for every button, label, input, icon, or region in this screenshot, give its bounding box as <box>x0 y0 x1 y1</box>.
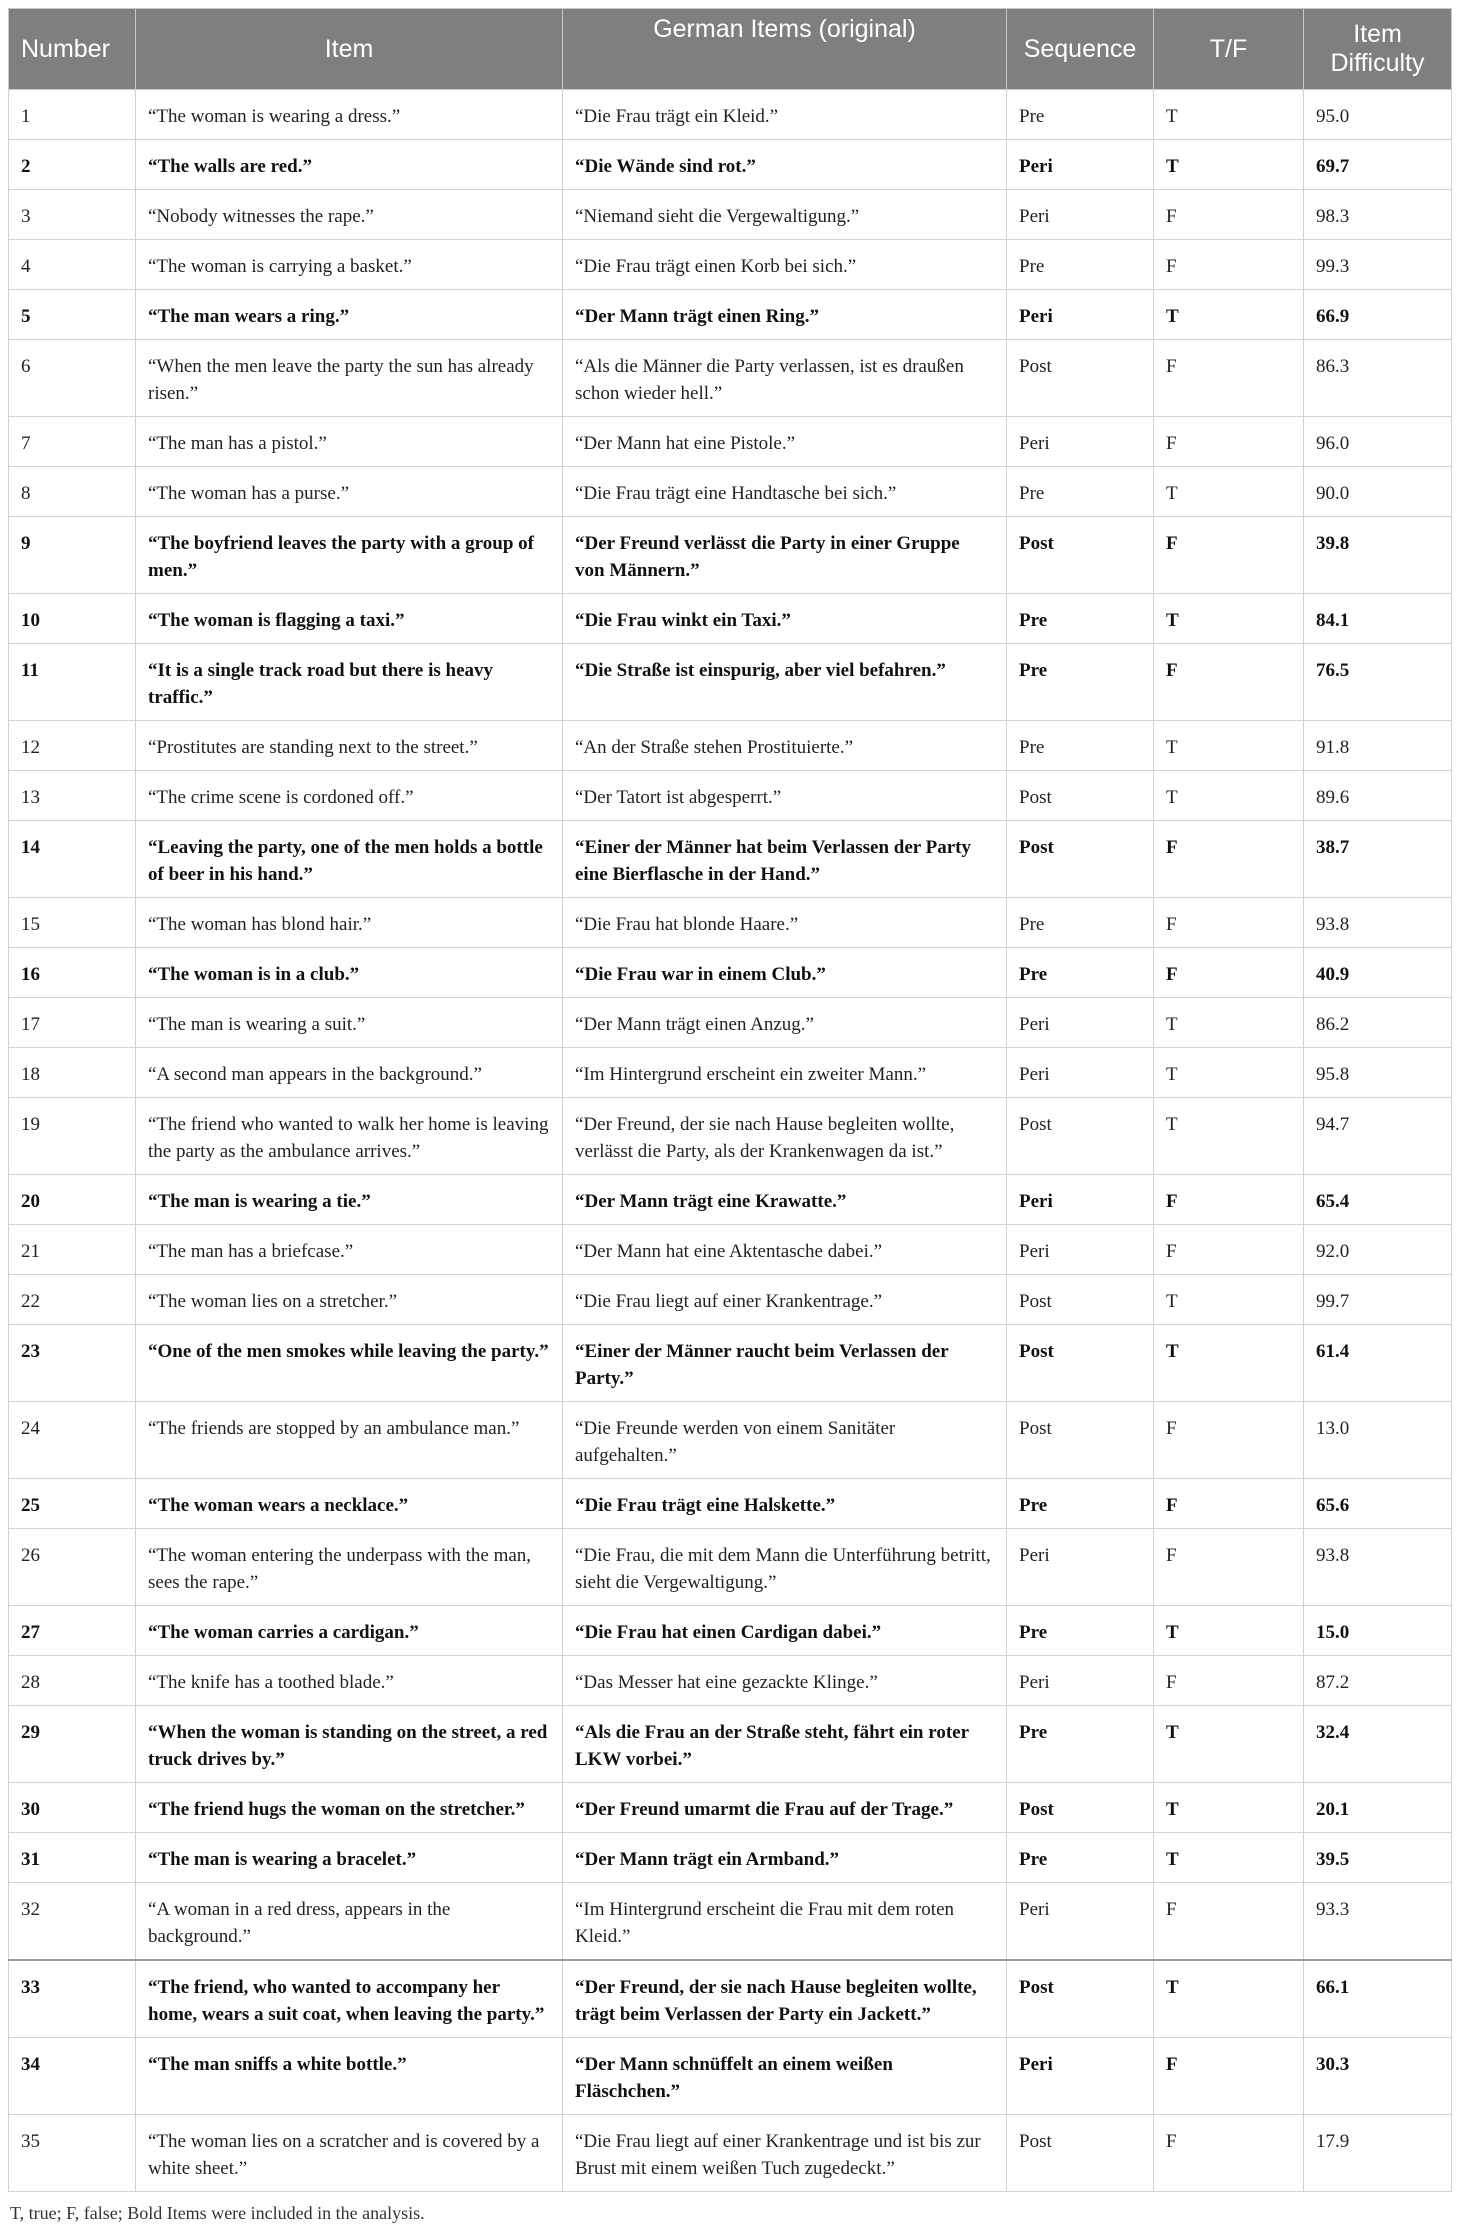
cell-item: “The walls are red.” <box>136 140 563 190</box>
cell-number: 29 <box>9 1706 136 1783</box>
cell-german-item: “Die Frau, die mit dem Mann die Unterführung betritt, sieht die Vergewaltigung.” <box>563 1529 1007 1606</box>
cell-number: 30 <box>9 1783 136 1833</box>
table-row <box>9 1606 1452 1656</box>
cell-sequence: Pre <box>1007 240 1154 290</box>
cell-item: “The woman entering the underpass with the man, sees the rape.” <box>136 1529 563 1606</box>
cell-item-difficulty: 89.6 <box>1304 771 1452 821</box>
table-row <box>9 594 1452 644</box>
cell-item-difficulty: 76.5 <box>1304 644 1452 721</box>
table-row <box>9 1883 1452 1961</box>
cell-sequence: Post <box>1007 1275 1154 1325</box>
cell-item: “When the woman is standing on the street, a red truck drives by.” <box>136 1706 563 1783</box>
cell-german-item: “Der Mann hat eine Aktentasche dabei.” <box>563 1225 1007 1275</box>
cell-number: 21 <box>9 1225 136 1275</box>
cell-number: 17 <box>9 998 136 1048</box>
cell-item: “The friend who wanted to walk her home is leaving the party as the ambulance arrives.” <box>136 1098 563 1175</box>
header-number: Number <box>9 9 136 90</box>
cell-number: 8 <box>9 467 136 517</box>
table-row <box>9 340 1452 417</box>
cell-item: “The knife has a toothed blade.” <box>136 1656 563 1706</box>
cell-item-difficulty: 91.8 <box>1304 721 1452 771</box>
cell-number: 24 <box>9 1402 136 1479</box>
table-row <box>9 417 1452 467</box>
cell-tf: F <box>1154 190 1304 240</box>
cell-item: “The woman lies on a stretcher.” <box>136 1275 563 1325</box>
cell-sequence: Pre <box>1007 948 1154 998</box>
cell-tf: F <box>1154 240 1304 290</box>
cell-sequence: Peri <box>1007 2038 1154 2115</box>
cell-tf: F <box>1154 821 1304 898</box>
table-row <box>9 2115 1452 2192</box>
cell-number: 3 <box>9 190 136 240</box>
cell-tf: T <box>1154 1706 1304 1783</box>
cell-sequence: Post <box>1007 771 1154 821</box>
cell-sequence: Post <box>1007 2115 1154 2192</box>
cell-number: 19 <box>9 1098 136 1175</box>
table-row <box>9 2038 1452 2115</box>
cell-number: 33 <box>9 1960 136 2038</box>
cell-item: “The woman is flagging a taxi.” <box>136 594 563 644</box>
cell-item: “Leaving the party, one of the men holds a bottle of beer in his hand.” <box>136 821 563 898</box>
cell-number: 18 <box>9 1048 136 1098</box>
cell-tf: F <box>1154 1883 1304 1961</box>
cell-german-item: “Die Straße ist einspurig, aber viel befahren.” <box>563 644 1007 721</box>
cell-german-item: “Die Frau trägt einen Korb bei sich.” <box>563 240 1007 290</box>
cell-item-difficulty: 66.1 <box>1304 1960 1452 2038</box>
cell-number: 26 <box>9 1529 136 1606</box>
cell-tf: T <box>1154 140 1304 190</box>
cell-number: 32 <box>9 1883 136 1961</box>
cell-item-difficulty: 39.5 <box>1304 1833 1452 1883</box>
cell-german-item: “Einer der Männer hat beim Verlassen der Party eine Bierflasche in der Hand.” <box>563 821 1007 898</box>
cell-tf: T <box>1154 1098 1304 1175</box>
cell-item-difficulty: 30.3 <box>1304 2038 1452 2115</box>
cell-number: 15 <box>9 898 136 948</box>
table-row <box>9 948 1452 998</box>
cell-tf: T <box>1154 771 1304 821</box>
cell-number: 20 <box>9 1175 136 1225</box>
cell-item: “The friend hugs the woman on the stretcher.” <box>136 1783 563 1833</box>
cell-item: “The man is wearing a suit.” <box>136 998 563 1048</box>
cell-german-item: “Der Mann schnüffelt an einem weißen Fläschchen.” <box>563 2038 1007 2115</box>
cell-item-difficulty: 98.3 <box>1304 190 1452 240</box>
cell-tf: F <box>1154 340 1304 417</box>
cell-item: “The woman lies on a scratcher and is covered by a white sheet.” <box>136 2115 563 2192</box>
cell-sequence: Post <box>1007 1098 1154 1175</box>
cell-german-item: “Der Freund, der sie nach Hause begleiten wollte, verlässt die Party, als der Krankenwagen da ist.” <box>563 1098 1007 1175</box>
cell-number: 14 <box>9 821 136 898</box>
table-row <box>9 1275 1452 1325</box>
cell-item: “The woman is carrying a basket.” <box>136 240 563 290</box>
table-row <box>9 1960 1452 2038</box>
cell-item-difficulty: 92.0 <box>1304 1225 1452 1275</box>
cell-german-item: “Der Freund verlässt die Party in einer Gruppe von Männern.” <box>563 517 1007 594</box>
cell-tf: T <box>1154 721 1304 771</box>
cell-german-item: “Einer der Männer raucht beim Verlassen der Party.” <box>563 1325 1007 1402</box>
cell-number: 2 <box>9 140 136 190</box>
cell-item-difficulty: 65.4 <box>1304 1175 1452 1225</box>
table-row <box>9 517 1452 594</box>
table-row <box>9 721 1452 771</box>
cell-sequence: Pre <box>1007 1706 1154 1783</box>
table-row <box>9 1656 1452 1706</box>
cell-item: “The woman has blond hair.” <box>136 898 563 948</box>
cell-item-difficulty: 61.4 <box>1304 1325 1452 1402</box>
cell-item: “The friends are stopped by an ambulance man.” <box>136 1402 563 1479</box>
table-row <box>9 1225 1452 1275</box>
cell-item: “A second man appears in the background.” <box>136 1048 563 1098</box>
cell-sequence: Post <box>1007 1325 1154 1402</box>
cell-item: “The woman wears a necklace.” <box>136 1479 563 1529</box>
cell-item: “Prostitutes are standing next to the street.” <box>136 721 563 771</box>
items-table <box>8 8 1452 2192</box>
cell-number: 5 <box>9 290 136 340</box>
cell-item-difficulty: 86.3 <box>1304 340 1452 417</box>
cell-tf: F <box>1154 1479 1304 1529</box>
cell-item-difficulty: 96.0 <box>1304 417 1452 467</box>
cell-german-item: “Der Tatort ist abgesperrt.” <box>563 771 1007 821</box>
cell-item: “The man has a briefcase.” <box>136 1225 563 1275</box>
cell-item: “The woman carries a cardigan.” <box>136 1606 563 1656</box>
cell-sequence: Post <box>1007 1402 1154 1479</box>
cell-sequence: Peri <box>1007 190 1154 240</box>
cell-german-item: “Der Freund umarmt die Frau auf der Trage.” <box>563 1783 1007 1833</box>
cell-tf: T <box>1154 1606 1304 1656</box>
cell-tf: F <box>1154 1225 1304 1275</box>
cell-item-difficulty: 93.8 <box>1304 898 1452 948</box>
cell-sequence: Pre <box>1007 467 1154 517</box>
cell-number: 13 <box>9 771 136 821</box>
cell-item-difficulty: 86.2 <box>1304 998 1452 1048</box>
cell-item: “The man is wearing a tie.” <box>136 1175 563 1225</box>
table-body <box>9 90 1452 2192</box>
cell-item: “Nobody witnesses the rape.” <box>136 190 563 240</box>
cell-sequence: Pre <box>1007 898 1154 948</box>
cell-german-item: “Niemand sieht die Vergewaltigung.” <box>563 190 1007 240</box>
cell-item: “The man sniffs a white bottle.” <box>136 2038 563 2115</box>
cell-item: “The man is wearing a bracelet.” <box>136 1833 563 1883</box>
cell-sequence: Post <box>1007 1783 1154 1833</box>
cell-german-item: “Der Mann trägt ein Armband.” <box>563 1833 1007 1883</box>
cell-german-item: “Das Messer hat eine gezackte Klinge.” <box>563 1656 1007 1706</box>
cell-item-difficulty: 38.7 <box>1304 821 1452 898</box>
cell-item: “The friend, who wanted to accompany her home, wears a suit coat, when leaving the party.” <box>136 1960 563 2038</box>
cell-item-difficulty: 93.8 <box>1304 1529 1452 1606</box>
cell-item: “The woman is in a club.” <box>136 948 563 998</box>
table-footnote: T, true; F, false; Bold Items were included in the analysis. <box>10 2203 425 2223</box>
cell-german-item: “Die Frau hat blonde Haare.” <box>563 898 1007 948</box>
cell-item-difficulty: 13.0 <box>1304 1402 1452 1479</box>
cell-number: 10 <box>9 594 136 644</box>
header-item-difficulty: Item Difficulty <box>1304 9 1452 90</box>
header-sequence: Sequence <box>1007 9 1154 90</box>
cell-item-difficulty: 99.7 <box>1304 1275 1452 1325</box>
cell-german-item: “Die Frau hat einen Cardigan dabei.” <box>563 1606 1007 1656</box>
cell-tf: T <box>1154 594 1304 644</box>
cell-number: 6 <box>9 340 136 417</box>
cell-german-item: “Die Frau trägt eine Halskette.” <box>563 1479 1007 1529</box>
table-row <box>9 1706 1452 1783</box>
cell-item: “One of the men smokes while leaving the party.” <box>136 1325 563 1402</box>
table-row <box>9 290 1452 340</box>
cell-item-difficulty: 40.9 <box>1304 948 1452 998</box>
cell-sequence: Pre <box>1007 90 1154 140</box>
table-row <box>9 1479 1452 1529</box>
cell-sequence: Pre <box>1007 1833 1154 1883</box>
cell-item-difficulty: 93.3 <box>1304 1883 1452 1961</box>
table-row <box>9 140 1452 190</box>
cell-item-difficulty: 87.2 <box>1304 1656 1452 1706</box>
cell-number: 7 <box>9 417 136 467</box>
header-item: Item <box>136 9 563 90</box>
table-row <box>9 1402 1452 1479</box>
cell-number: 1 <box>9 90 136 140</box>
cell-sequence: Pre <box>1007 1479 1154 1529</box>
cell-number: 9 <box>9 517 136 594</box>
cell-german-item: “Die Frau liegt auf einer Krankentrage.” <box>563 1275 1007 1325</box>
cell-german-item: “Der Mann trägt eine Krawatte.” <box>563 1175 1007 1225</box>
cell-german-item: “Der Mann trägt einen Ring.” <box>563 290 1007 340</box>
cell-number: 27 <box>9 1606 136 1656</box>
cell-tf: T <box>1154 1783 1304 1833</box>
cell-sequence: Peri <box>1007 140 1154 190</box>
cell-sequence: Peri <box>1007 1529 1154 1606</box>
cell-tf: T <box>1154 290 1304 340</box>
cell-sequence: Pre <box>1007 1606 1154 1656</box>
cell-number: 35 <box>9 2115 136 2192</box>
table-row <box>9 1098 1452 1175</box>
cell-tf: F <box>1154 2115 1304 2192</box>
cell-sequence: Peri <box>1007 1048 1154 1098</box>
cell-german-item: “Die Frau war in einem Club.” <box>563 948 1007 998</box>
table-row <box>9 1175 1452 1225</box>
cell-german-item: “Als die Männer die Party verlassen, ist es draußen schon wieder hell.” <box>563 340 1007 417</box>
cell-tf: F <box>1154 2038 1304 2115</box>
cell-number: 34 <box>9 2038 136 2115</box>
cell-sequence: Pre <box>1007 721 1154 771</box>
table-row <box>9 898 1452 948</box>
cell-tf: F <box>1154 1402 1304 1479</box>
cell-tf: T <box>1154 998 1304 1048</box>
cell-item: “It is a single track road but there is heavy traffic.” <box>136 644 563 721</box>
cell-german-item: “Im Hintergrund erscheint die Frau mit dem roten Kleid.” <box>563 1883 1007 1961</box>
cell-sequence: Peri <box>1007 417 1154 467</box>
table-row <box>9 1529 1452 1606</box>
cell-tf: F <box>1154 644 1304 721</box>
cell-item-difficulty: 17.9 <box>1304 2115 1452 2192</box>
cell-sequence: Peri <box>1007 1656 1154 1706</box>
cell-item-difficulty: 95.0 <box>1304 90 1452 140</box>
table-row <box>9 467 1452 517</box>
cell-number: 12 <box>9 721 136 771</box>
cell-tf: T <box>1154 1275 1304 1325</box>
cell-german-item: “Die Frau liegt auf einer Krankentrage und ist bis zur Brust mit einem weißen Tuch zugedeckt.” <box>563 2115 1007 2192</box>
cell-item: “The woman is wearing a dress.” <box>136 90 563 140</box>
cell-item-difficulty: 39.8 <box>1304 517 1452 594</box>
cell-number: 22 <box>9 1275 136 1325</box>
table-row <box>9 190 1452 240</box>
table-row <box>9 821 1452 898</box>
cell-item-difficulty: 66.9 <box>1304 290 1452 340</box>
table-container <box>8 8 1451 2224</box>
cell-tf: T <box>1154 1048 1304 1098</box>
table-row <box>9 998 1452 1048</box>
cell-tf: T <box>1154 1960 1304 2038</box>
cell-german-item: “Der Mann trägt einen Anzug.” <box>563 998 1007 1048</box>
cell-tf: F <box>1154 517 1304 594</box>
cell-item-difficulty: 32.4 <box>1304 1706 1452 1783</box>
cell-item-difficulty: 95.8 <box>1304 1048 1452 1098</box>
cell-tf: T <box>1154 467 1304 517</box>
cell-tf: F <box>1154 417 1304 467</box>
header-tf: T/F <box>1154 9 1304 90</box>
cell-german-item: “Der Mann hat eine Pistole.” <box>563 417 1007 467</box>
table-row <box>9 644 1452 721</box>
cell-number: 16 <box>9 948 136 998</box>
cell-item-difficulty: 15.0 <box>1304 1606 1452 1656</box>
cell-item-difficulty: 99.3 <box>1304 240 1452 290</box>
cell-tf: T <box>1154 90 1304 140</box>
cell-sequence: Post <box>1007 821 1154 898</box>
table-row <box>9 90 1452 140</box>
cell-tf: T <box>1154 1325 1304 1402</box>
cell-number: 4 <box>9 240 136 290</box>
cell-sequence: Peri <box>1007 1175 1154 1225</box>
cell-item: “When the men leave the party the sun has already risen.” <box>136 340 563 417</box>
cell-item: “The woman has a purse.” <box>136 467 563 517</box>
cell-german-item: “An der Straße stehen Prostituierte.” <box>563 721 1007 771</box>
table-row <box>9 1048 1452 1098</box>
cell-tf: F <box>1154 1529 1304 1606</box>
cell-item: “A woman in a red dress, appears in the background.” <box>136 1883 563 1961</box>
cell-tf: F <box>1154 898 1304 948</box>
cell-german-item: “Die Frau winkt ein Taxi.” <box>563 594 1007 644</box>
cell-item: “The man wears a ring.” <box>136 290 563 340</box>
cell-number: 31 <box>9 1833 136 1883</box>
cell-german-item: “Der Freund, der sie nach Hause begleiten wollte, trägt beim Verlassen der Party ein Jackett.” <box>563 1960 1007 2038</box>
cell-item-difficulty: 69.7 <box>1304 140 1452 190</box>
cell-item-difficulty: 65.6 <box>1304 1479 1452 1529</box>
table-row <box>9 1325 1452 1402</box>
cell-sequence: Post <box>1007 517 1154 594</box>
cell-tf: F <box>1154 1656 1304 1706</box>
cell-sequence: Peri <box>1007 1883 1154 1961</box>
table-row <box>9 1783 1452 1833</box>
cell-sequence: Peri <box>1007 998 1154 1048</box>
table-row <box>9 240 1452 290</box>
cell-item-difficulty: 84.1 <box>1304 594 1452 644</box>
cell-item: “The crime scene is cordoned off.” <box>136 771 563 821</box>
cell-item-difficulty: 90.0 <box>1304 467 1452 517</box>
cell-german-item: “Im Hintergrund erscheint ein zweiter Mann.” <box>563 1048 1007 1098</box>
cell-german-item: “Die Freunde werden von einem Sanitäter aufgehalten.” <box>563 1402 1007 1479</box>
cell-german-item: “Als die Frau an der Straße steht, fährt ein roter LKW vorbei.” <box>563 1706 1007 1783</box>
cell-number: 25 <box>9 1479 136 1529</box>
table-header-row <box>9 9 1452 90</box>
cell-sequence: Peri <box>1007 290 1154 340</box>
cell-item: “The man has a pistol.” <box>136 417 563 467</box>
cell-german-item: “Die Frau trägt ein Kleid.” <box>563 90 1007 140</box>
cell-sequence: Pre <box>1007 594 1154 644</box>
cell-item-difficulty: 20.1 <box>1304 1783 1452 1833</box>
cell-german-item: “Die Frau trägt eine Handtasche bei sich.” <box>563 467 1007 517</box>
cell-number: 23 <box>9 1325 136 1402</box>
cell-tf: F <box>1154 1175 1304 1225</box>
cell-tf: F <box>1154 948 1304 998</box>
cell-item: “The boyfriend leaves the party with a group of men.” <box>136 517 563 594</box>
cell-sequence: Peri <box>1007 1225 1154 1275</box>
table-row <box>9 771 1452 821</box>
header-german-items: German Items (original) <box>563 9 1007 90</box>
cell-sequence: Post <box>1007 340 1154 417</box>
cell-tf: T <box>1154 1833 1304 1883</box>
table-row <box>9 1833 1452 1883</box>
cell-number: 11 <box>9 644 136 721</box>
cell-item-difficulty: 94.7 <box>1304 1098 1452 1175</box>
cell-sequence: Pre <box>1007 644 1154 721</box>
cell-sequence: Post <box>1007 1960 1154 2038</box>
cell-number: 28 <box>9 1656 136 1706</box>
cell-german-item: “Die Wände sind rot.” <box>563 140 1007 190</box>
